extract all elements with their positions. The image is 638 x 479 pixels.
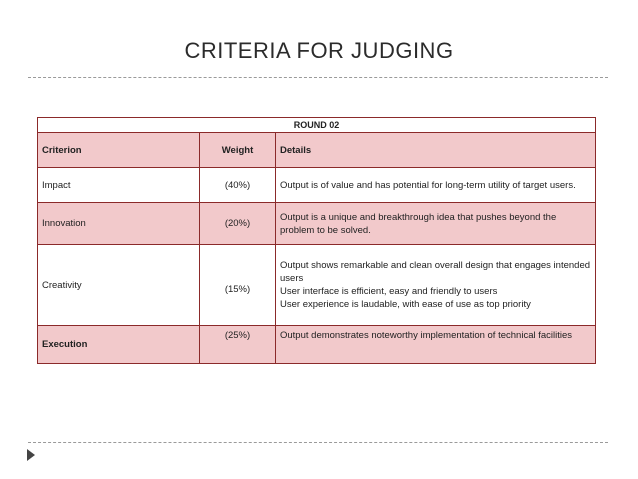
details-cell: [276, 203, 596, 245]
bottom-divider: [28, 442, 608, 443]
details-cell: [276, 168, 596, 203]
criterion-cell: Impact: [38, 168, 200, 203]
column-header-row: [38, 133, 596, 168]
weight-cell: (25%): [200, 326, 276, 364]
header-criterion: Criterion: [38, 133, 200, 168]
details-cell: [276, 245, 596, 326]
detail-line: Output demonstrates noteworthy implementation of technical facilities: [280, 330, 573, 341]
weight-cell: (20%): [200, 203, 276, 245]
details-cell: [276, 326, 596, 364]
table-row-impact: [38, 168, 596, 203]
detail-line: User interface is efficient, easy and friendly to users: [280, 286, 498, 297]
table-row-execution: [38, 326, 596, 364]
weight-value: (15%): [224, 283, 251, 295]
criterion-cell: Innovation: [38, 203, 200, 245]
criterion-cell: Creativity: [38, 245, 200, 326]
detail-line: Output is a unique and breakthrough idea that pushes beyond the problem to be solved.: [280, 211, 557, 236]
round-header-row: [38, 118, 596, 133]
weight-cell: [200, 245, 276, 326]
top-divider: [28, 77, 608, 78]
detail-line: Output shows remarkable and clean overall design that engages intended users: [280, 260, 591, 284]
weight-cell: (40%): [200, 168, 276, 203]
slide-title: CRITERIA FOR JUDGING: [184, 38, 454, 63]
criterion-cell: Execution: [38, 326, 200, 364]
header-details: Details: [276, 133, 596, 168]
detail-line: User experience is laudable, with ease of use as top priority: [280, 299, 531, 310]
header-weight: Weight: [200, 133, 276, 168]
detail-line: Output is of value and has potential for long-term utility of target users.: [280, 179, 576, 191]
table-row-creativity: [38, 245, 596, 326]
triangle-bullet-icon: [27, 449, 35, 461]
table-row-innovation: [38, 203, 596, 245]
round-label: ROUND 02: [38, 118, 596, 133]
criteria-table: [37, 117, 596, 364]
